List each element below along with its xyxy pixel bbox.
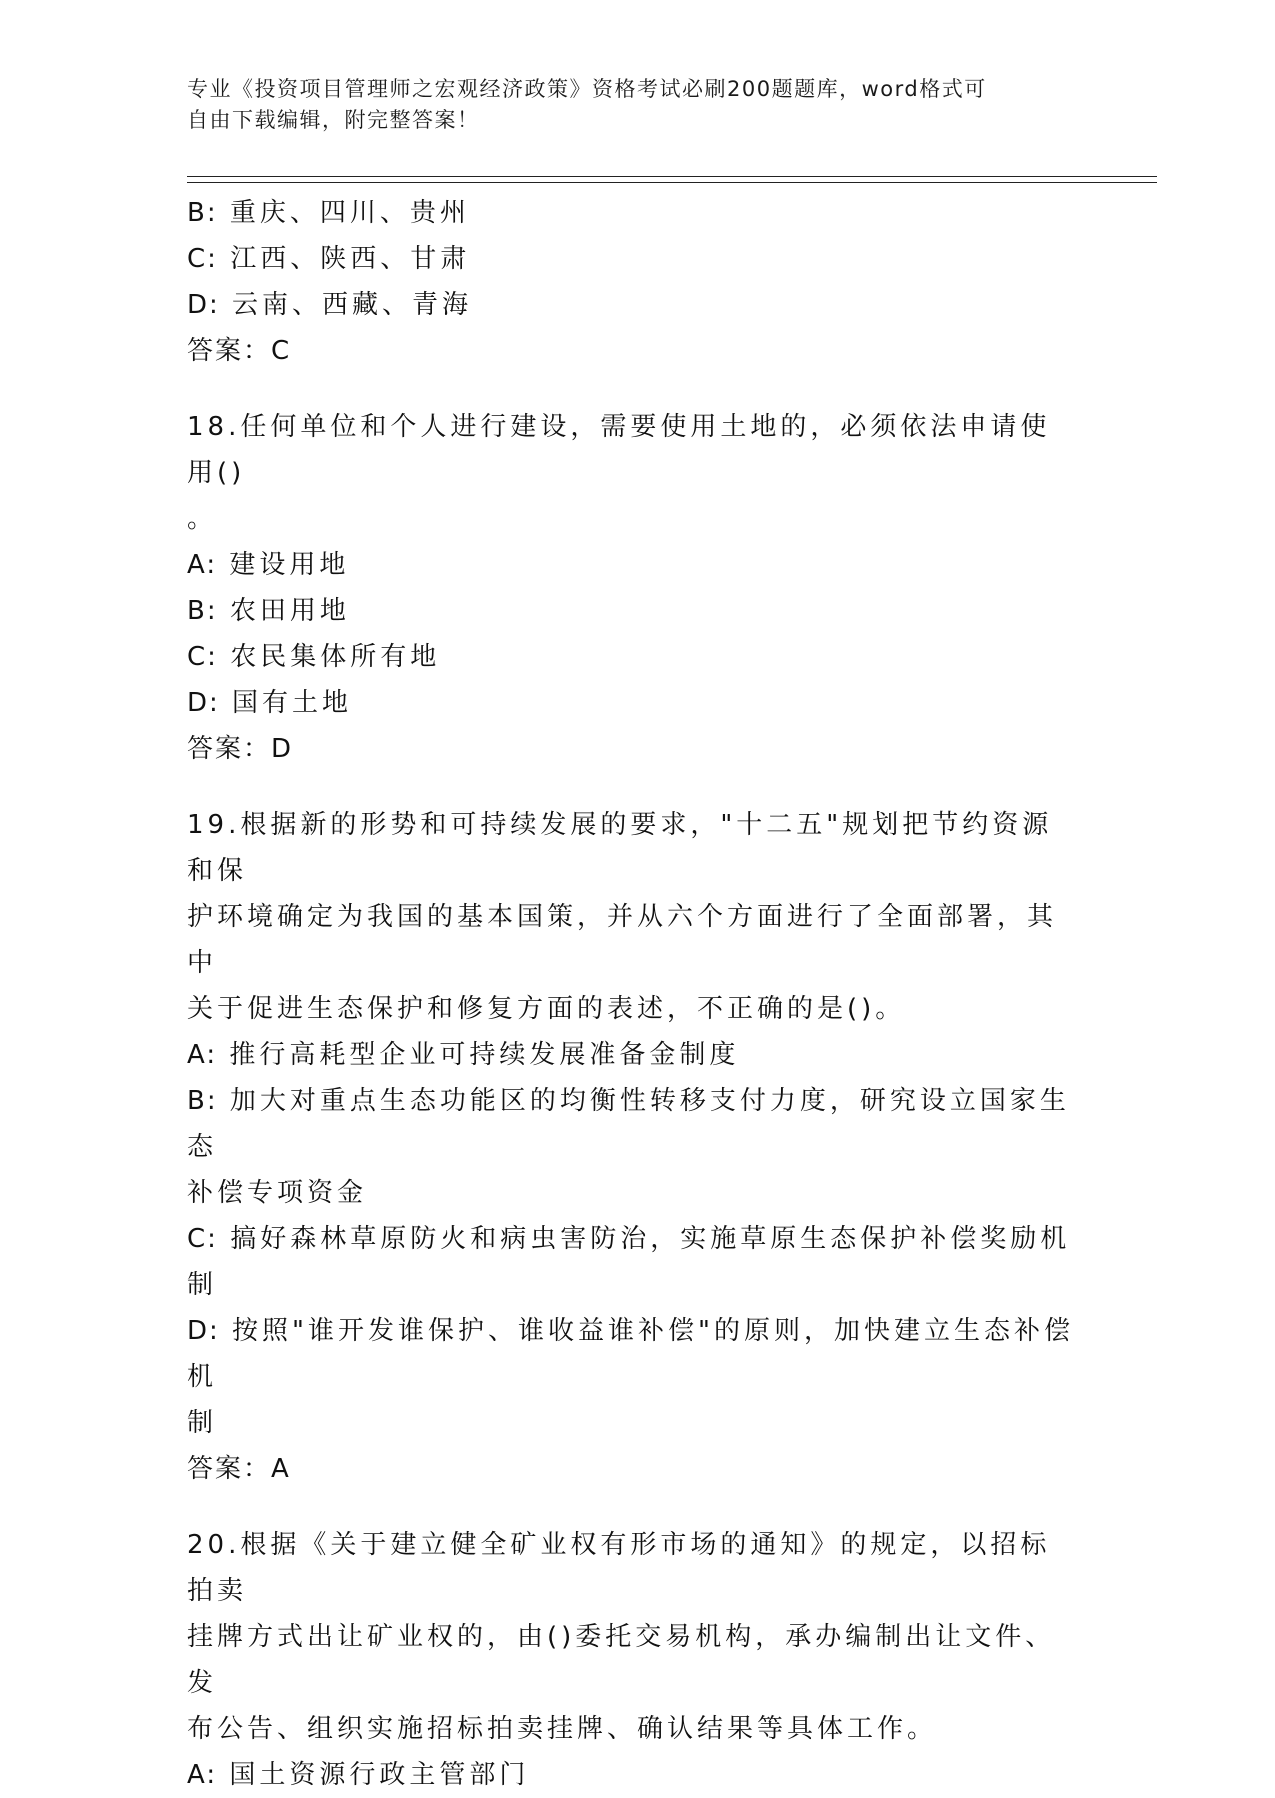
q18-text-line-1: 18.任何单位和个人进行建设，需要使用土地的，必须依法申请使用() — [187, 412, 1051, 488]
q17-answer: 答案：C — [187, 336, 292, 366]
header-divider-bottom — [187, 182, 1157, 183]
q18-option-d: D: 国有土地 — [187, 688, 353, 718]
question-content — [187, 190, 1077, 1798]
q18-option-b: B: 农田用地 — [187, 596, 350, 626]
q19-option-d: D: 按照"谁开发谁保护、谁收益谁补偿"的原则，加快建立生态补偿机 — [187, 1316, 1074, 1392]
q17-option-b: B: 重庆、四川、贵州 — [187, 198, 470, 228]
q19-option-a: A: 推行高耗型企业可持续发展准备金制度 — [187, 1040, 740, 1070]
q20-option-a: A: 国土资源行政主管部门 — [187, 1760, 530, 1790]
question-20 — [187, 1522, 1077, 1798]
q19-text-line-1: 19.根据新的形势和可持续发展的要求，"十二五"规划把节约资源和保 — [187, 810, 1053, 886]
q19-text-line-3: 关于促进生态保护和修复方面的表述，不正确的是()。 — [187, 994, 906, 1024]
q19-option-b-continued: 补偿专项资金 — [187, 1178, 368, 1208]
q20-text-line-2: 挂牌方式出让矿业权的，由()委托交易机构，承办编制出让文件、发 — [187, 1622, 1056, 1698]
q17-option-d: D: 云南、西藏、青海 — [187, 290, 473, 320]
q19-text-line-2: 护环境确定为我国的基本国策，并从六个方面进行了全面部署，其中 — [187, 902, 1058, 978]
q20-text-line-1: 20.根据《关于建立健全矿业权有形市场的通知》的规定，以招标拍卖 — [187, 1530, 1051, 1606]
header-line-2: 自由下载编辑，附完整答案！ — [187, 108, 480, 132]
question-19 — [187, 802, 1077, 1492]
q18-option-c: C: 农民集体所有地 — [187, 642, 441, 672]
header-line-1: 专业《投资项目管理师之宏观经济政策》资格考试必刷200题题库，word格式可 — [187, 77, 987, 101]
question-17 — [187, 190, 1077, 374]
q18-option-a: A: 建设用地 — [187, 550, 350, 580]
q18-answer: 答案：D — [187, 734, 294, 764]
q18-text-line-2: 。 — [187, 504, 218, 534]
q19-answer: 答案：A — [187, 1454, 291, 1484]
q19-option-c: C: 搞好森林草原防火和病虫害防治，实施草原生态保护补偿奖励机制 — [187, 1224, 1071, 1300]
question-18 — [187, 404, 1077, 772]
q19-option-d-continued: 制 — [187, 1408, 218, 1438]
q19-option-b: B: 加大对重点生态功能区的均衡性转移支付力度，研究设立国家生态 — [187, 1086, 1070, 1162]
header-divider-top — [187, 176, 1157, 177]
document-header — [187, 74, 1067, 136]
q20-text-line-3: 布公告、组织实施招标拍卖挂牌、确认结果等具体工作。 — [187, 1714, 938, 1744]
q17-option-c: C: 江西、陕西、甘肃 — [187, 244, 471, 274]
